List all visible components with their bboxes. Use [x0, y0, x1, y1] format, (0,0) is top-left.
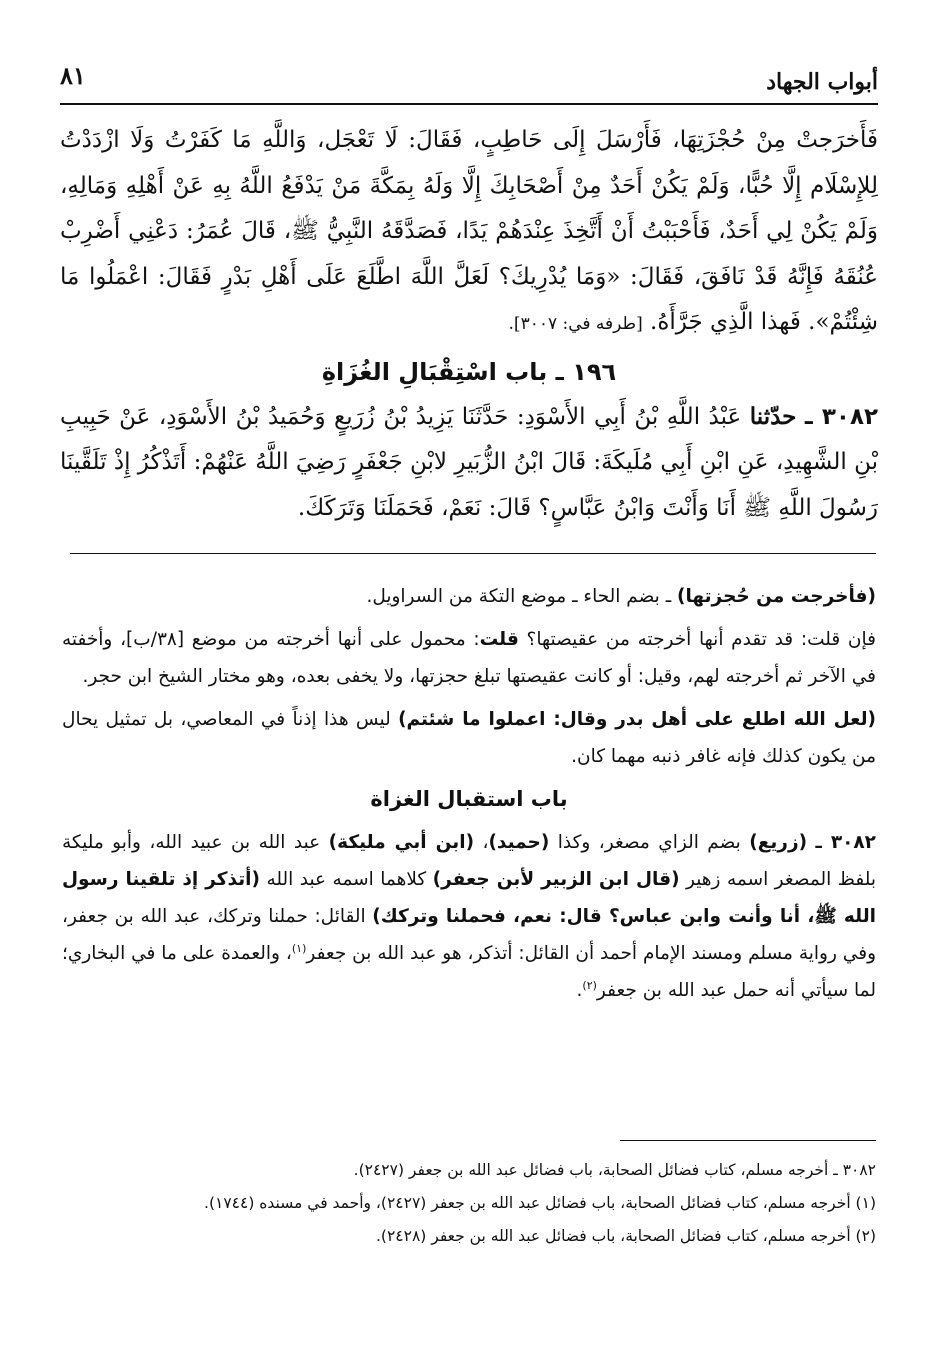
- quoted-phrase: (فأخرجت من حُجزتها): [677, 586, 876, 607]
- hadith-block: [60, 118, 878, 531]
- commentary-section-title: باب استقبال الغزاة: [370, 787, 568, 811]
- footnote-ref[interactable]: (١): [291, 941, 307, 955]
- hadith-number: ٣٠٨٢ ـ: [804, 403, 879, 430]
- footnote-rule: [620, 1140, 876, 1141]
- commentary-paragraph: [62, 621, 876, 695]
- commentary-text: ،: [474, 832, 489, 853]
- commentary-text: كلاهما اسمه عبد الله: [259, 869, 433, 890]
- tarf-reference: [طرفه في: ٣٠٠٧].: [508, 314, 643, 334]
- commentary-paragraph: [62, 824, 876, 1009]
- commentary-text: ، والعمدة على ما في البخاري؛ لما سيأتي أنه حمل عبد الله بن جعفر: [62, 943, 876, 1001]
- commentary-text: فإن قلت: قد تقدم أنها أخرجته من عقيصتها؟: [518, 629, 876, 650]
- commentary-paragraph: [62, 701, 876, 775]
- hadith-continuation: [60, 118, 878, 348]
- page-number: ٨١: [60, 61, 86, 90]
- commentary-text: ليس هذا إذناً في المعاصي، بل تمثيل يحال من يكون كذلك فإنه غافر ذنبه مهما كان.: [62, 709, 876, 767]
- footnote-2: (٢) أخرجه مسلم، كتاب فضائل الصحابة، باب فضائل عبد الله بن جعفر (٢٤٢٨).: [376, 1227, 876, 1245]
- footnotes: [60, 1156, 876, 1255]
- hadith-3082: [60, 394, 878, 532]
- quoted-phrase: (زريع): [749, 832, 808, 853]
- quoted-phrase: قلت: [479, 629, 519, 650]
- footnote-ref[interactable]: (٢): [582, 978, 597, 992]
- quoted-phrase: (ابن أبي مليكة): [328, 832, 475, 853]
- commentary-text: .: [576, 980, 583, 1001]
- commentary-text: عبد الله بن عبيد الله، وأبو مليكة بلفظ المصغر اسمه زهير: [62, 832, 876, 890]
- commentary-text: ـ بضم الحاء ـ موضع التكة من السراويل.: [366, 586, 677, 607]
- quoted-phrase: (أتذكر إذ تلقينا رسول الله ﷺ، أنا وأنت وابن عباس؟ قال: نعم، فحملنا وتركك): [62, 869, 876, 927]
- commentary-paragraph: [62, 578, 876, 615]
- haddathana: حدّثنا: [749, 402, 797, 430]
- footnote-1: (١) أخرجه مسلم، كتاب فضائل الصحابة، باب فضائل عبد الله بن جعفر (٢٤٢٧)، وأحمد في مسنده (١٧٤٤).: [204, 1194, 876, 1212]
- quoted-phrase: (لعل الله اطلع على أهل بدر وقال: اعملوا ما شئتم): [398, 709, 876, 730]
- quoted-phrase: (قال ابن الزبير لأبن جعفر): [432, 869, 680, 890]
- running-title: أبواب الجهاد: [766, 69, 878, 95]
- hadith-continuation-text: فَأَخرَجتْ مِنْ حُجْزَتِهَا، فَأَرْسَلَ إِلَى حَاطِبٍ، فَقَالَ: لَا تَعْجَل، وَاللَّهِ مَا كَفَرْتُ وَلَا ازْدَدْتُ لِلإِسْلَام إِلَّا حُبًّا، وَلَمْ يَكُنْ أَحَدٌ مِنْ أَصْحَابِكَ إِلَّا وَلَهُ بِمَكَّةَ مَنْ يَدْفَعُ اللَّهُ بِهِ عَنْ أَهْلِهِ وَمَالِهِ، وَلَمْ يَكُنْ لِي أَحَدٌ، فَأَحْبَبْتُ أَنْ أَتَّخِذَ عِنْدَهُمْ يَدًا، فَصَدَّقَهُ النَّبِيُّ ﷺ، قَالَ عُمَرُ: دَعْنِي أَضْرِبْ عُنُقَهُ فَإِنَّهُ قَدْ نَافَقَ، فَقَالَ: «وَمَا يُدْرِيكَ؟ لَعَلَّ اللَّهَ اطَّلَعَ عَلَى أَهْلِ بَدْرٍ فَقَالَ: اعْمَلُوا مَا شِئْتُمْ». فَهذا الَّذِي جَرَّأَهُ.: [60, 127, 878, 335]
- quoted-phrase: (حميد): [488, 832, 550, 853]
- footnote-hadith: ٣٠٨٢ ـ أخرجه مسلم، كتاب فضائل الصحابة، باب فضائل عبد الله بن جعفر (٢٤٢٧).: [353, 1161, 876, 1179]
- chapter-title: ١٩٦ ـ باب اسْتِقْبَالِ الغُزَاةِ: [321, 357, 617, 386]
- header-rule: [60, 103, 878, 105]
- section-divider: [70, 553, 876, 554]
- page-header: [60, 55, 878, 105]
- commentary-text: : محمول على أنها أخرجته من موضع [٣٨/ب]، وأخفته في الآخر ثم أخرجته لهم، وقيل: أو كانت عقيصتها تبلغ حجزتها، ولا يخفى بعده، وهو مختار الشيخ ابن حجر.: [62, 629, 876, 687]
- commentary-text: بضم الزاي مصغر، وكذا: [549, 832, 750, 853]
- commentary-hadith-number: ٣٠٨٢ ـ: [815, 832, 876, 853]
- commentary-text: القائل: حملنا وتركك، عبد الله بن جعفر، وفي رواية مسلم ومسند الإمام أحمد أن القائل: أتذكر، هو عبد الله بن جعفر: [62, 906, 876, 964]
- hadith-body: عَبْدُ اللَّهِ بْنُ أَبِي الأَسْوَدِ: حَدَّثَنَا يَزِيدُ بْنُ زُرَيعٍ وَحُمَيدُ بْنُ الأَسْوَدِ، عَنْ حَبِيبِ بْنِ الشَّهِيدِ، عَنِ ابْنِ أَبِي مُلَيكَةَ: قَالَ ابْنُ الزُّبَيرِ لابْنِ جَعْفَرٍ رَضِيَ اللَّهُ عَنْهُمْ: أَتَذْكُرُ إِذْ تَلَقَّينَا رَسُولَ اللَّهِ ﷺ أَنَا وَأَنْتَ وَابْنُ عَبَّاسٍ؟ قَالَ: نَعَمْ، فَحَمَلَنَا وَتَرَكَكَ.: [60, 403, 878, 521]
- commentary: [62, 578, 876, 1015]
